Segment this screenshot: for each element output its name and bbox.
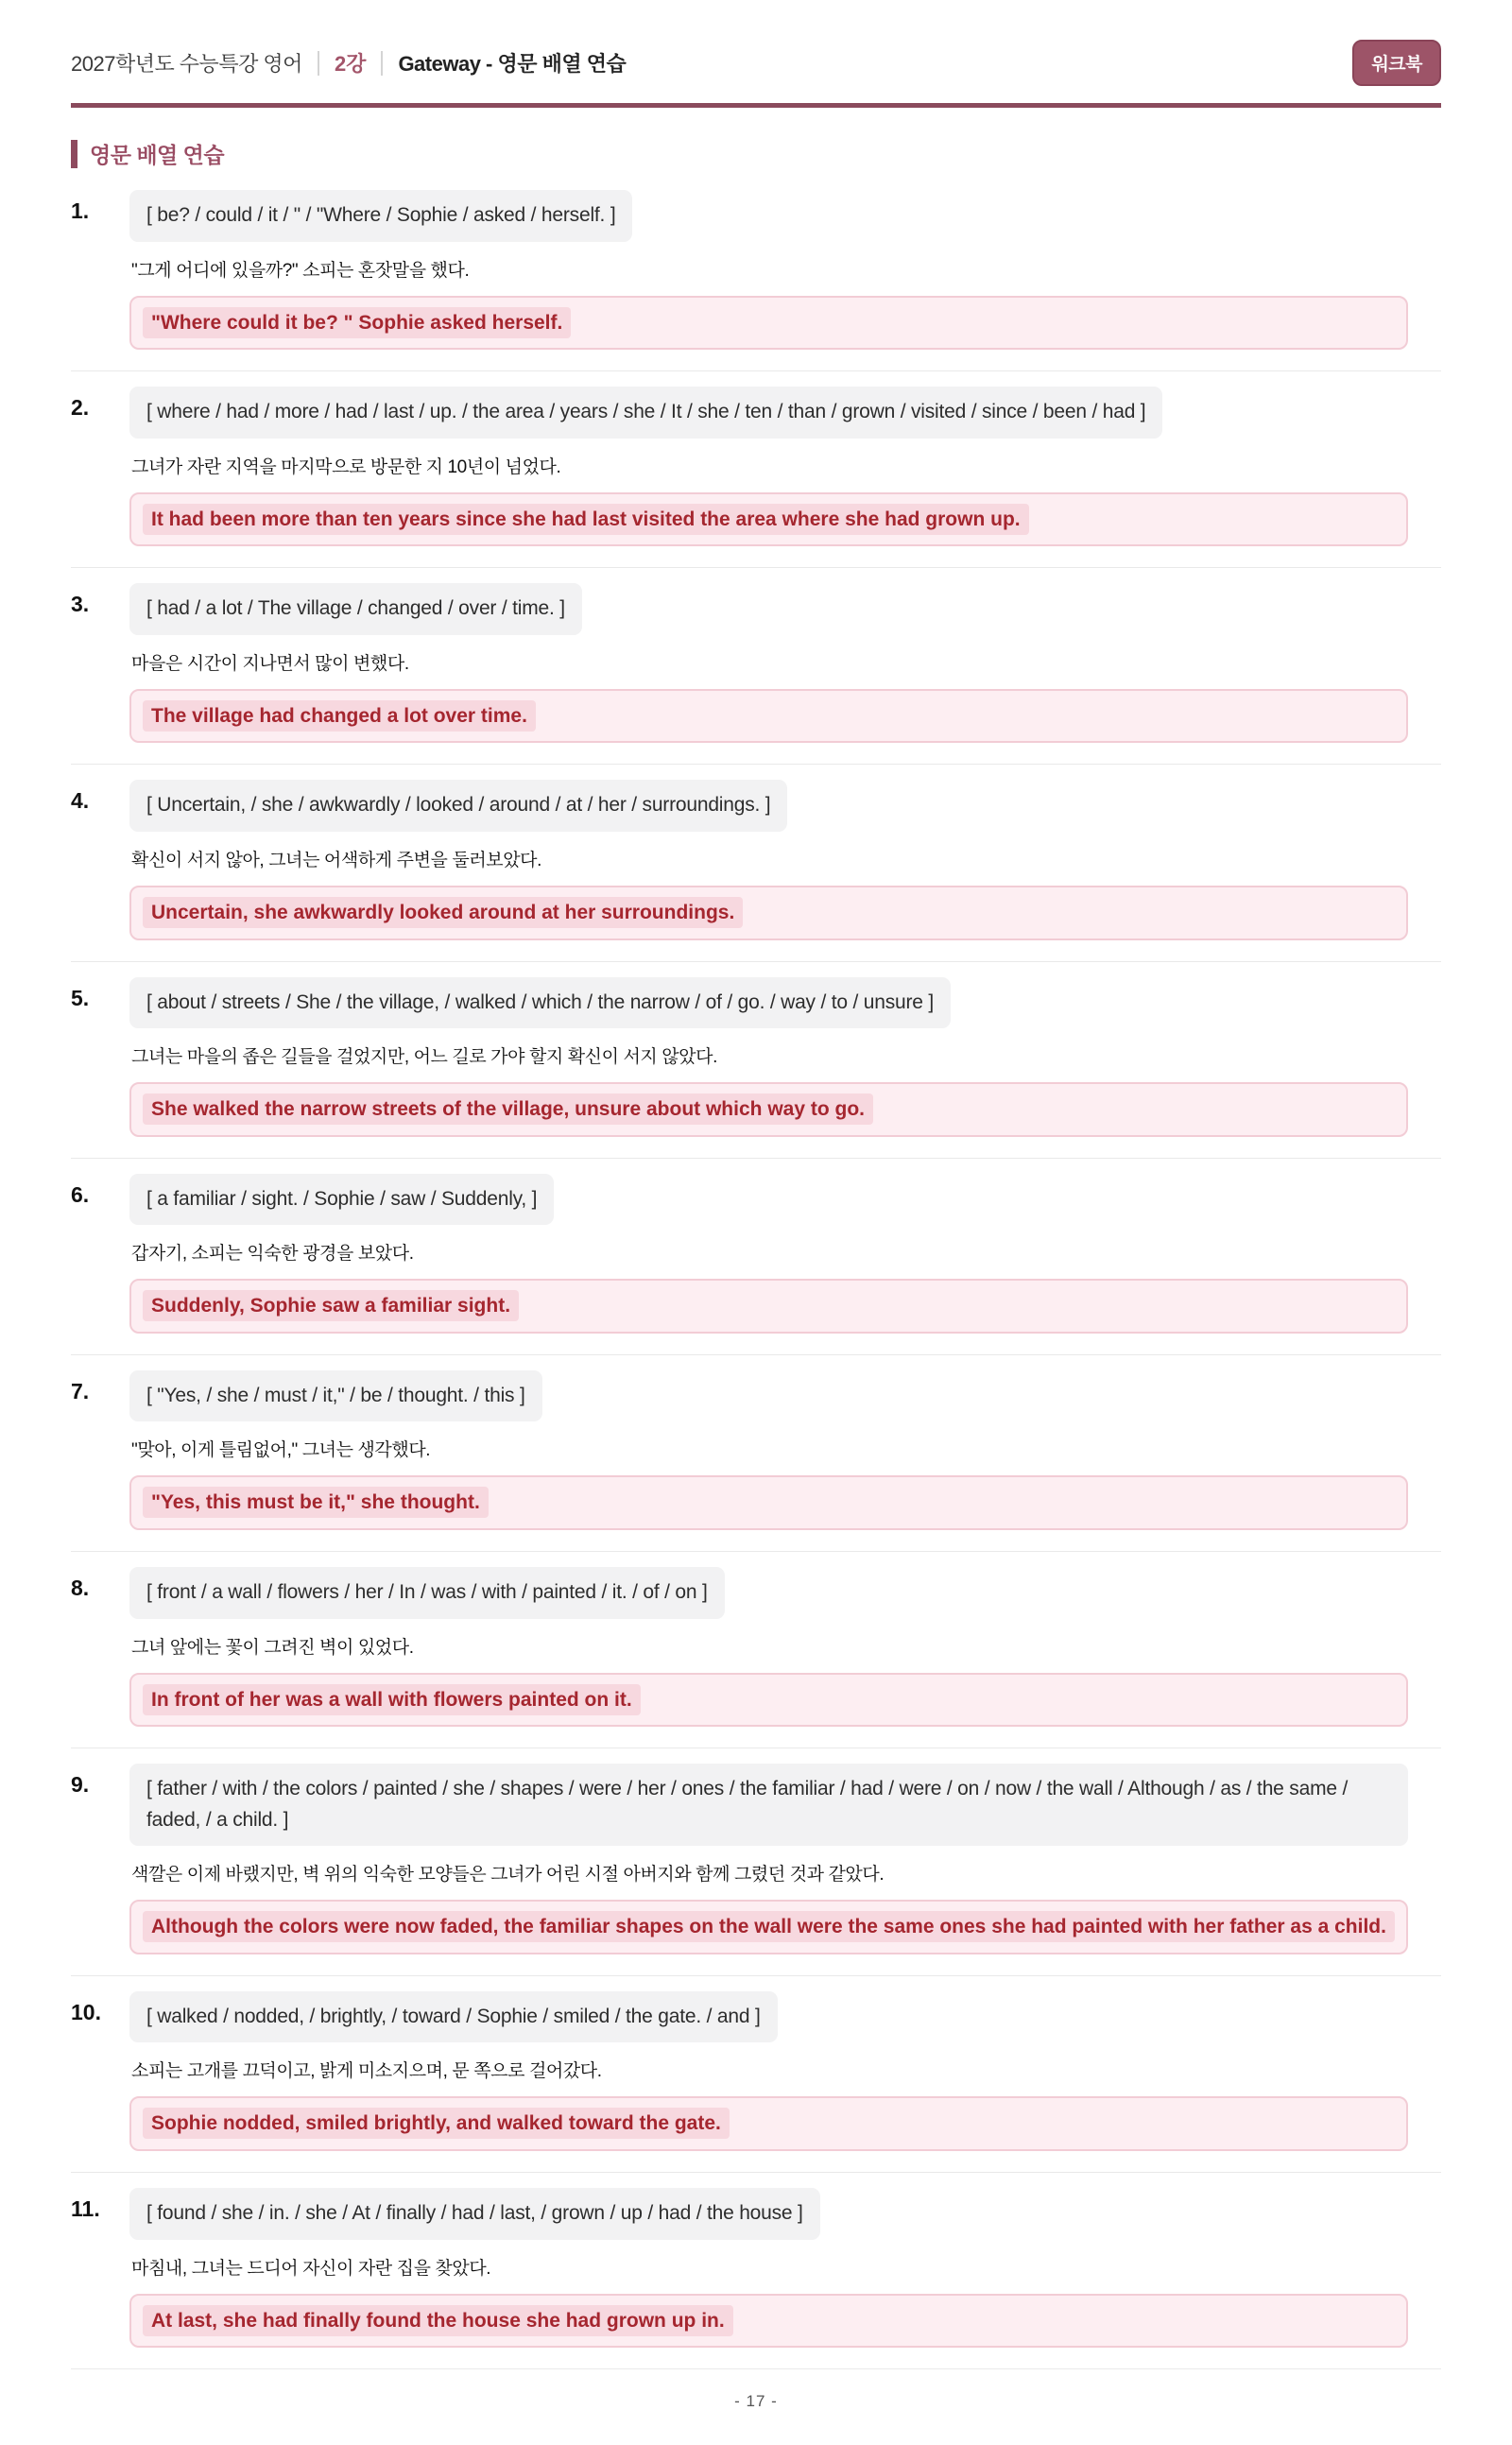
exercise-number: 4. xyxy=(71,788,90,814)
exercise-body xyxy=(129,977,1441,1137)
answer-text: Uncertain, she awkwardly looked around at her surroundings. xyxy=(143,897,743,928)
exercise-number: 9. xyxy=(71,1772,90,1798)
answer-box xyxy=(129,2294,1408,2349)
section-title xyxy=(71,138,1441,169)
answer-text: The village had changed a lot over time. xyxy=(143,700,536,732)
answer-text: "Yes, this must be it," she thought. xyxy=(143,1487,489,1518)
answer-box xyxy=(129,886,1408,940)
answer-text: Suddenly, Sophie saw a familiar sight. xyxy=(143,1290,519,1321)
answer-box xyxy=(129,1082,1408,1137)
korean-translation: 마을은 시간이 지나면서 많이 변했다. xyxy=(131,653,409,674)
exercise-number: 1. xyxy=(71,198,90,223)
korean-translation: 마침내, 그녀는 드디어 자신이 자란 집을 찾았다. xyxy=(131,2258,491,2279)
header-title-group xyxy=(71,48,626,77)
section-accent-bar xyxy=(71,140,77,168)
exercise-number: 10. xyxy=(71,1999,101,2024)
answer-box xyxy=(129,1475,1408,1530)
korean-translation: 그녀가 자란 지역을 마지막으로 방문한 지 10년이 넘었다. xyxy=(131,456,561,477)
answer-text: "Where could it be? " Sophie asked herself. xyxy=(143,307,571,338)
answer-text: She walked the narrow streets of the village, unsure about which way to go. xyxy=(143,1093,873,1125)
exercise-number: 2. xyxy=(71,395,90,421)
page-number: - 17 - xyxy=(734,2392,778,2411)
scrambled-words: [ father / with / the colors / painted / she / shapes / were / her / ones / the familiar / had / were / on / now / the wall / Although / as / the same / faded, / a child. ] xyxy=(129,1764,1408,1846)
korean-translation: 소피는 고개를 끄덕이고, 밝게 미소지으며, 문 쪽으로 걸어갔다. xyxy=(131,2061,602,2082)
scrambled-words: [ walked / nodded, / brightly, / toward / Sophie / smiled / the gate. / and ] xyxy=(129,1991,778,2043)
exercise-item xyxy=(71,1552,1441,1748)
korean-translation: 갑자기, 소피는 익숙한 광경을 보았다. xyxy=(131,1244,414,1265)
exercise-body xyxy=(129,1567,1441,1727)
exercise-number: 3. xyxy=(71,592,90,617)
page-footer xyxy=(71,2369,1441,2445)
korean-translation: "맞아, 이게 틀림없어," 그녀는 생각했다. xyxy=(131,1440,431,1461)
exercise-number: 11. xyxy=(71,2195,100,2221)
page-header xyxy=(71,40,1441,108)
answer-text: Although the colors were now faded, the familiar shapes on the wall were the same ones she had painted with her father as a child. xyxy=(143,1911,1395,1942)
exercise-body xyxy=(129,1370,1441,1530)
exercise-item xyxy=(71,962,1441,1159)
section-label: 영문 배열 연습 xyxy=(90,143,225,167)
exercise-item xyxy=(71,2173,1441,2369)
header-divider xyxy=(381,51,383,76)
korean-translation: 그녀 앞에는 꽃이 그려진 벽이 있었다. xyxy=(131,1637,414,1658)
header-divider xyxy=(318,51,319,76)
answer-text: It had been more than ten years since she had last visited the area where she had grown up. xyxy=(143,504,1029,535)
workbook-badge: 워크북 xyxy=(1352,40,1441,86)
exercise-item xyxy=(71,1355,1441,1552)
answer-text: Sophie nodded, smiled brightly, and walked toward the gate. xyxy=(143,2108,730,2139)
answer-box xyxy=(129,1279,1408,1334)
answer-text: At last, she had finally found the house she had grown up in. xyxy=(143,2305,733,2336)
exercise-item xyxy=(71,175,1441,371)
scrambled-words: [ a familiar / sight. / Sophie / saw / Suddenly, ] xyxy=(129,1174,554,1226)
exercise-item xyxy=(71,371,1441,568)
korean-translation: 그녀는 마을의 좁은 길들을 걸었지만, 어느 길로 가야 할지 확신이 서지 않았다. xyxy=(131,1047,718,1068)
exercise-body xyxy=(129,387,1441,546)
answer-box xyxy=(129,296,1408,351)
course-title: 2027학년도 수능특강 영어 xyxy=(71,52,302,76)
scrambled-words: [ be? / could / it / " / "Where / Sophie / asked / herself. ] xyxy=(129,190,632,242)
scrambled-words: [ "Yes, / she / must / it," / be / thought. / this ] xyxy=(129,1370,542,1422)
exercise-item xyxy=(71,568,1441,765)
exercise-item xyxy=(71,1748,1441,1976)
answer-text: In front of her was a wall with flowers painted on it. xyxy=(143,1684,641,1715)
exercise-number: 6. xyxy=(71,1181,90,1207)
scrambled-words: [ had / a lot / The village / changed / over / time. ] xyxy=(129,583,582,635)
exercise-number: 7. xyxy=(71,1378,90,1403)
exercise-item xyxy=(71,765,1441,961)
answer-box xyxy=(129,492,1408,547)
exercise-number: 8. xyxy=(71,1575,90,1600)
scrambled-words: [ front / a wall / flowers / her / In / was / with / painted / it. / of / on ] xyxy=(129,1567,725,1619)
scrambled-words: [ found / she / in. / she / At / finally / had / last, / grown / up / had / the house ] xyxy=(129,2188,820,2240)
exercise-body xyxy=(129,780,1441,939)
korean-translation: "그게 어디에 있을까?" 소피는 혼잣말을 했다. xyxy=(131,260,470,281)
answer-box xyxy=(129,689,1408,744)
exercise-number: 5. xyxy=(71,985,90,1010)
answer-box xyxy=(129,1673,1408,1728)
scrambled-words: [ about / streets / She / the village, / walked / which / the narrow / of / go. / way / to / unsure ] xyxy=(129,977,951,1029)
scrambled-words: [ where / had / more / had / last / up. / the area / years / she / It / she / ten / than / grown / visited / since / been / had ] xyxy=(129,387,1162,439)
exercise-list xyxy=(71,175,1441,2369)
exercise-body xyxy=(129,1174,1441,1334)
answer-box xyxy=(129,2096,1408,2151)
korean-translation: 확신이 서지 않아, 그녀는 어색하게 주변을 둘러보았다. xyxy=(131,850,542,870)
exercise-item xyxy=(71,1159,1441,1355)
lesson-number: 2강 xyxy=(334,52,367,76)
exercise-body xyxy=(129,2188,1441,2348)
answer-box xyxy=(129,1900,1408,1954)
page-title: Gateway - 영문 배열 연습 xyxy=(398,52,627,76)
exercise-body xyxy=(129,583,1441,743)
scrambled-words: [ Uncertain, / she / awkwardly / looked / around / at / her / surroundings. ] xyxy=(129,780,787,832)
exercise-body xyxy=(129,1764,1441,1954)
exercise-body xyxy=(129,1991,1441,2151)
exercise-body xyxy=(129,190,1441,350)
korean-translation: 색깔은 이제 바랬지만, 벽 위의 익숙한 모양들은 그녀가 어린 시절 아버지와 함께 그렸던 것과 같았다. xyxy=(131,1865,885,1885)
exercise-item xyxy=(71,1976,1441,2173)
